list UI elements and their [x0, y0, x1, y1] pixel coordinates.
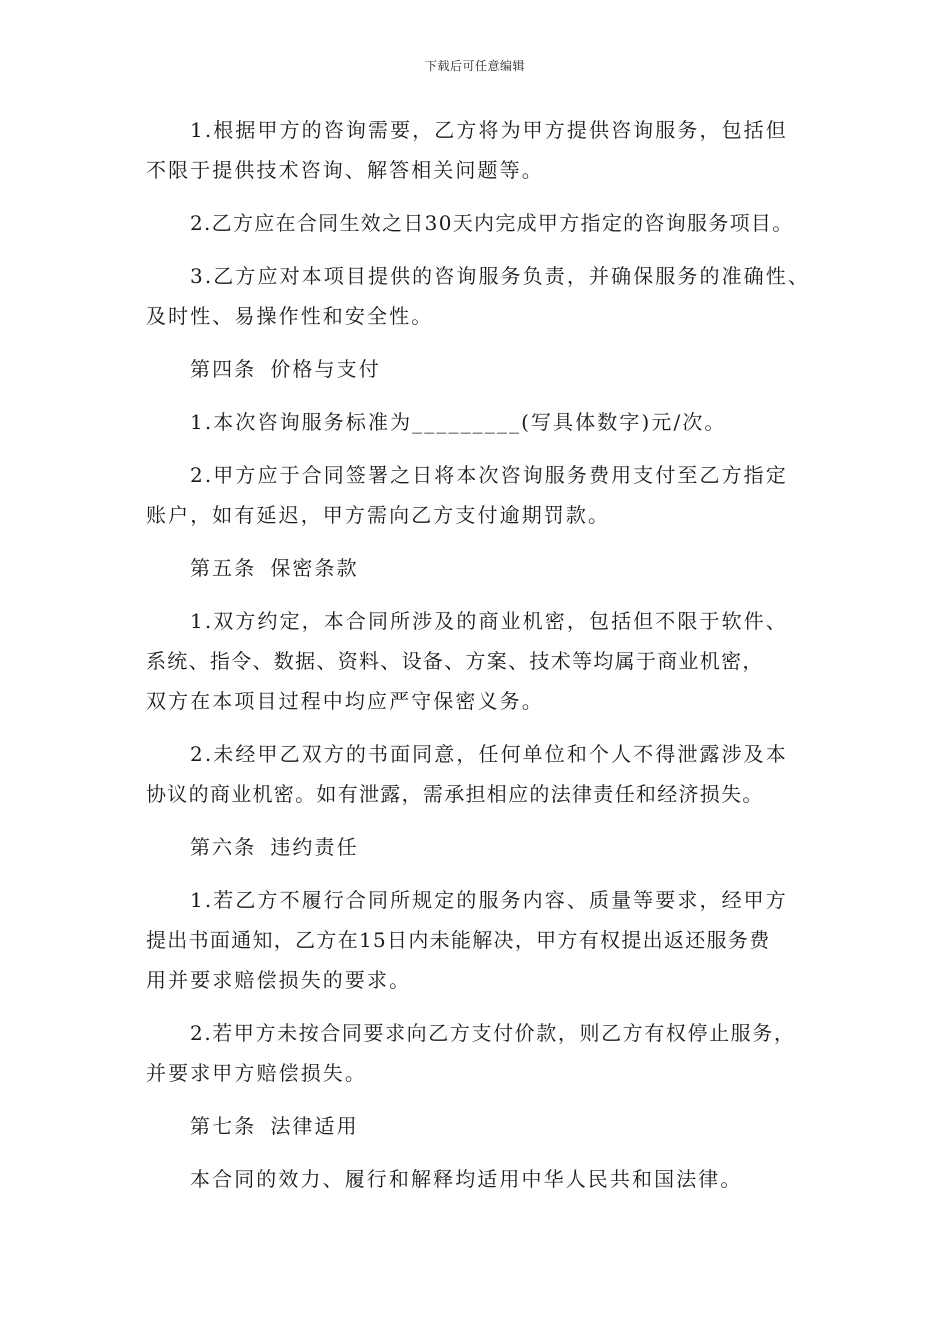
clause-paragraph — [146, 256, 826, 336]
clause-paragraph — [146, 1013, 826, 1093]
text-line: 3.乙方应对本项目提供的咨询服务负责，并确保服务的准确性、 — [190, 264, 810, 288]
section-title: 违约责任 — [270, 835, 359, 859]
text-line: 2.乙方应在合同生效之日30天内完成甲方指定的咨询服务项目。 — [190, 211, 794, 235]
section-title: 法律适用 — [270, 1114, 359, 1138]
clause-paragraph — [146, 402, 826, 442]
clause-paragraph — [146, 601, 826, 721]
text-line: 1.若乙方不履行合同所规定的服务内容、质量等要求，经甲方 — [190, 888, 788, 912]
section-number: 第六条 — [190, 835, 257, 859]
text-line: 2.未经甲乙双方的书面同意，任何单位和个人不得泄露涉及本 — [190, 742, 788, 766]
page-header: 下载后可任意编辑 — [424, 59, 525, 73]
clause-paragraph — [146, 203, 826, 243]
section-title: 价格与支付 — [270, 357, 381, 381]
clause-paragraph — [146, 110, 826, 190]
clause-paragraph — [146, 880, 826, 1000]
text-line: 本合同的效力、履行和解释均适用中华人民共和国法律。 — [190, 1167, 743, 1191]
section-number: 第四条 — [190, 357, 257, 381]
section-number: 第五条 — [190, 556, 257, 580]
clause-paragraph — [146, 734, 826, 814]
section-number: 第七条 — [190, 1114, 257, 1138]
text-line: 双方在本项目过程中均应严守保密义务。 — [146, 689, 544, 713]
text-line: 1.双方约定，本合同所涉及的商业机密，包括但不限于软件、 — [190, 609, 788, 633]
text-line: 提出书面通知，乙方在15日内未能解决，甲方有权提出返还服务费 — [146, 928, 771, 952]
document-body — [146, 110, 826, 1212]
text-line: 系统、指令、数据、资料、设备、方案、技术等均属于商业机密， — [146, 649, 764, 673]
text-line: 2.若甲方未按合同要求向乙方支付价款，则乙方有权停止服务， — [190, 1021, 796, 1045]
section-heading — [146, 548, 826, 588]
text-line: 不限于提供技术咨询、解答相关问题等。 — [146, 158, 544, 182]
text-line: 1.根据甲方的咨询需要，乙方将为甲方提供咨询服务，包括但 — [190, 118, 788, 142]
section-heading — [146, 1106, 826, 1146]
clause-paragraph — [146, 1159, 826, 1199]
text-line: 账户，如有延迟，甲方需向乙方支付逾期罚款。 — [146, 503, 611, 527]
section-title: 保密条款 — [270, 556, 359, 580]
clause-paragraph — [146, 455, 826, 535]
text-line: 协议的商业机密。如有泄露，需承担相应的法律责任和经济损失。 — [146, 782, 764, 806]
text-line: 用并要求赔偿损失的要求。 — [146, 968, 412, 992]
text-line: 2.甲方应于合同签署之日将本次咨询服务费用支付至乙方指定 — [190, 463, 788, 487]
text-line: 并要求甲方赔偿损失。 — [146, 1061, 367, 1085]
text-line: 1.本次咨询服务标准为_________(写具体数字)元/次。 — [190, 410, 727, 434]
section-heading — [146, 827, 826, 867]
section-heading — [146, 349, 826, 389]
text-line: 及时性、易操作性和安全性。 — [146, 304, 434, 328]
